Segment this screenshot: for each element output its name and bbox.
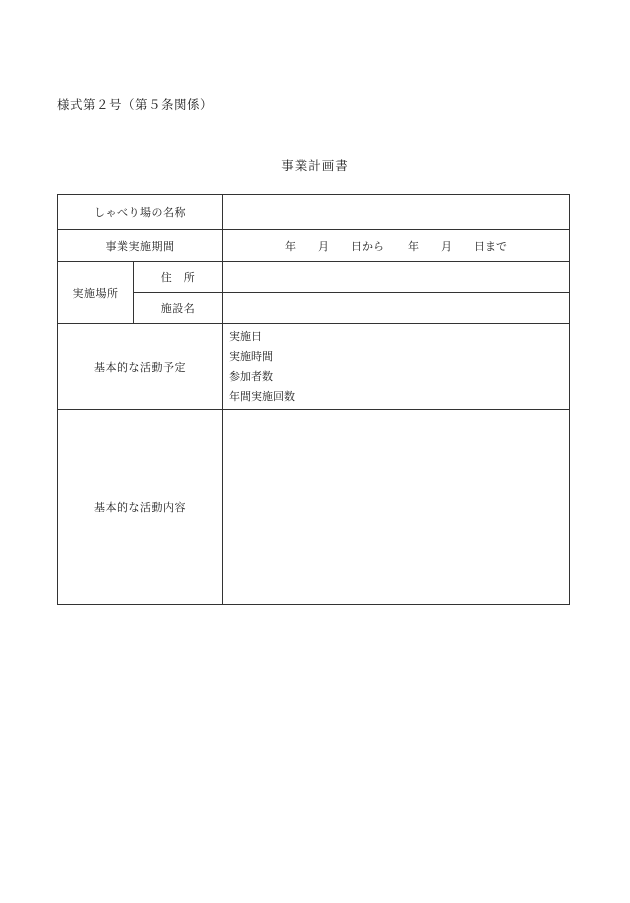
content-row bbox=[58, 410, 570, 605]
schedule-row bbox=[58, 324, 570, 410]
business-plan-table bbox=[57, 194, 570, 605]
period-text bbox=[223, 238, 569, 254]
schedule-field[interactable] bbox=[223, 324, 570, 410]
facility-row bbox=[58, 293, 570, 324]
period-day-to: 日まで bbox=[474, 239, 507, 253]
name-label: しゃべり場の名称 bbox=[58, 195, 223, 230]
period-field[interactable] bbox=[223, 230, 570, 262]
content-field[interactable] bbox=[223, 410, 570, 605]
period-day-from: 日から bbox=[351, 239, 384, 253]
content-label: 基本的な活動内容 bbox=[58, 410, 223, 605]
facility-label: 施設名 bbox=[134, 293, 223, 324]
period-year-1: 年 bbox=[285, 239, 296, 253]
period-month-2: 月 bbox=[441, 239, 452, 253]
form-number: 様式第２号（第５条関係） bbox=[57, 97, 214, 112]
period-label: 事業実施期間 bbox=[58, 230, 223, 262]
facility-field[interactable] bbox=[223, 293, 570, 324]
schedule-list bbox=[223, 324, 569, 409]
document-title: 事業計画書 bbox=[281, 158, 349, 173]
schedule-item-annual-count: 年間実施回数 bbox=[229, 390, 295, 403]
address-row bbox=[58, 262, 570, 293]
schedule-label: 基本的な活動予定 bbox=[58, 324, 223, 410]
period-year-2: 年 bbox=[408, 239, 419, 253]
name-field[interactable] bbox=[223, 195, 570, 230]
location-label: 実施場所 bbox=[58, 262, 134, 324]
name-row bbox=[58, 195, 570, 230]
schedule-item-participants: 参加者数 bbox=[229, 370, 273, 383]
schedule-item-date: 実施日 bbox=[229, 330, 262, 343]
period-row bbox=[58, 230, 570, 262]
schedule-item-time: 実施時間 bbox=[229, 350, 273, 363]
address-label: 住 所 bbox=[134, 262, 223, 293]
address-field[interactable] bbox=[223, 262, 570, 293]
period-month-1: 月 bbox=[318, 239, 329, 253]
